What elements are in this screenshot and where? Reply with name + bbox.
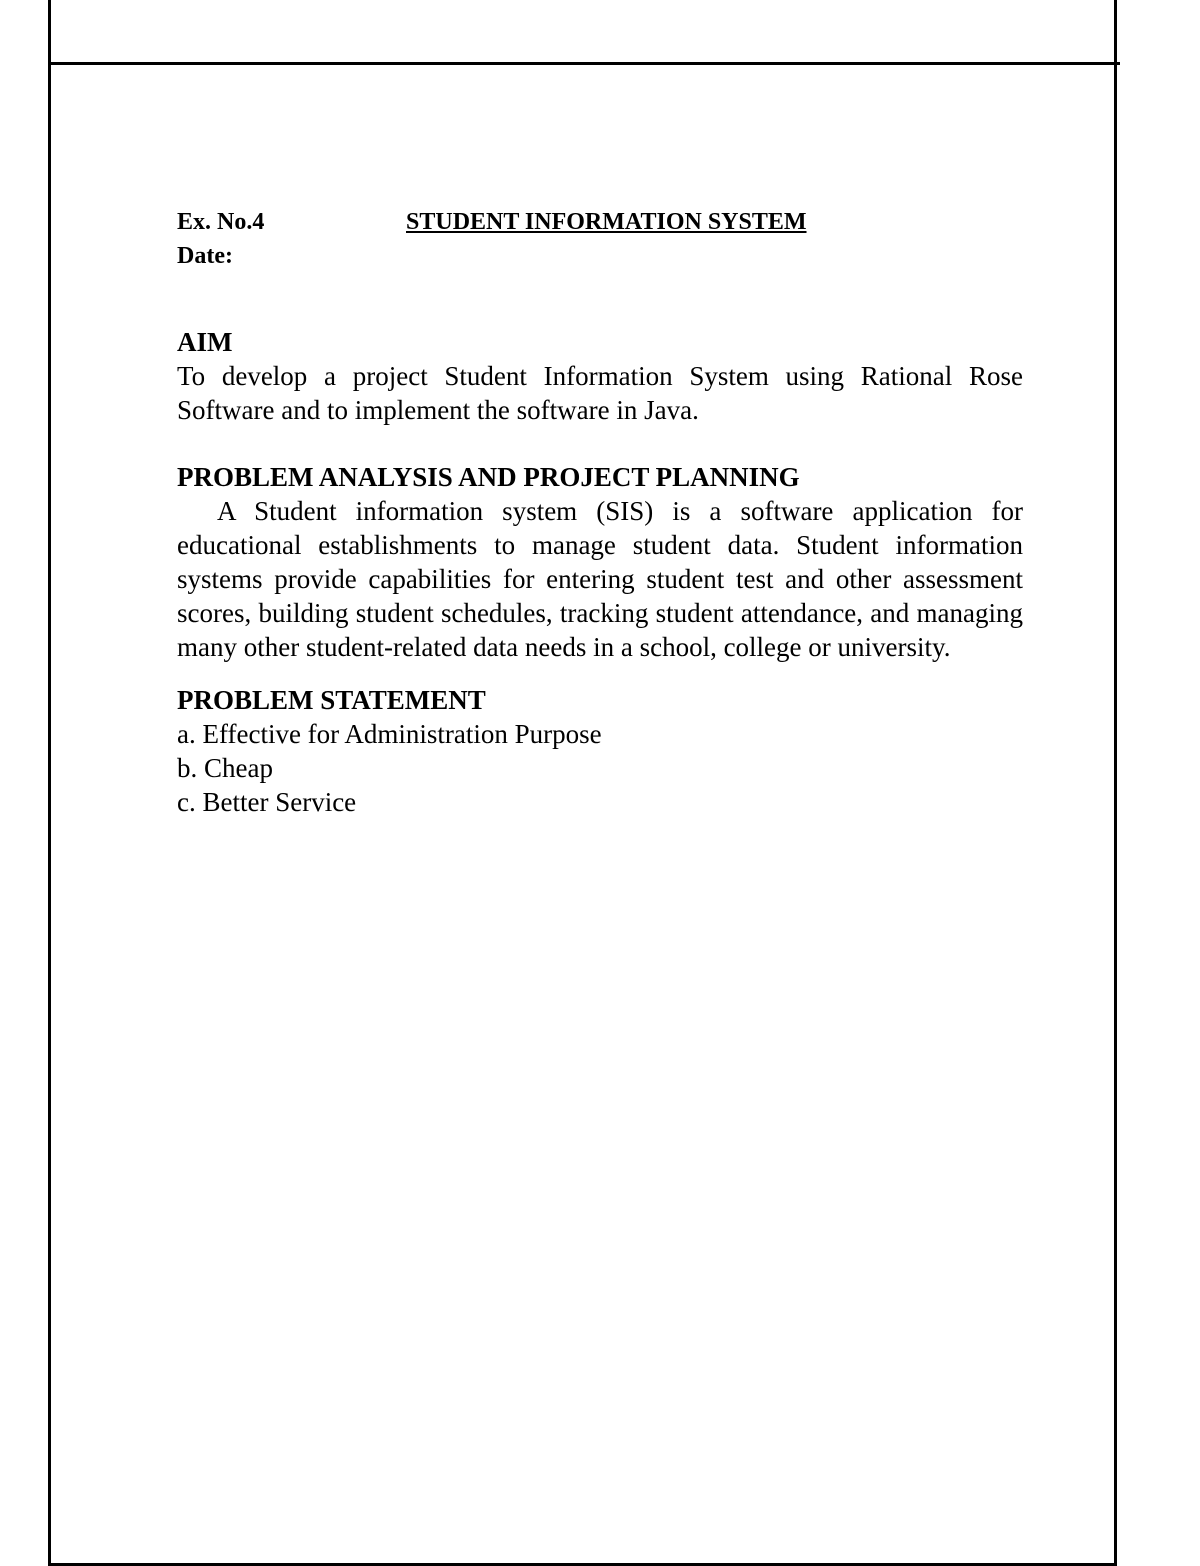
list-item: c. Better Service bbox=[177, 787, 357, 817]
header-divider bbox=[48, 62, 1120, 65]
statement-heading: PROBLEM STATEMENT bbox=[177, 685, 486, 715]
list-item: b. Cheap bbox=[177, 753, 273, 783]
analysis-heading: PROBLEM ANALYSIS AND PROJECT PLANNING bbox=[177, 462, 800, 492]
exercise-number: Ex. No.4 bbox=[177, 209, 265, 235]
document-title: STUDENT INFORMATION SYSTEM bbox=[406, 209, 807, 235]
exercise-header bbox=[177, 205, 1023, 239]
date-label: Date: bbox=[177, 243, 233, 269]
list-item: a. Effective for Administration Purpose bbox=[177, 719, 602, 749]
analysis-text: A Student information system (SIS) is a software application for educational establishments to manage student data. Student information systems provide capabilities for entering student test and other assessment scores, building student schedules, tracking student attendance, and managing many other student-related data needs in a school, college or university. bbox=[177, 496, 1023, 662]
document-body bbox=[177, 205, 1023, 819]
aim-text: To develop a project Student Information System using Rational Rose Software and to implement the software in Java. bbox=[177, 361, 1023, 425]
aim-heading: AIM bbox=[177, 327, 233, 357]
